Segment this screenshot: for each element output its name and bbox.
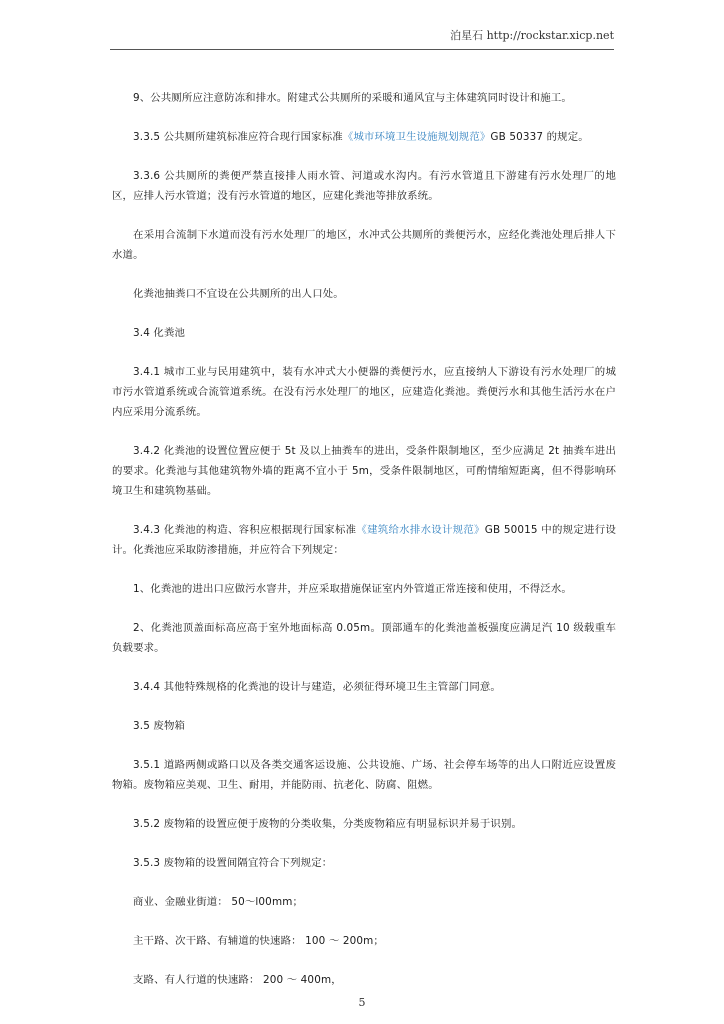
paragraph-3-3-5 bbox=[112, 127, 616, 147]
paragraph-3-5-1: 3.5.1 道路两侧或路口以及各类交通客运设施、公共设施、广场、社会停车场等的出人口附近应设置废物箱。废物箱应美观、卫生、耐用，并能防雨、抗老化、防腐、阻燃。 bbox=[112, 759, 616, 791]
header-site-text: 泊星石 http://rockstar.xicp.net bbox=[450, 29, 614, 42]
paragraph-3-4-4: 3.4.4 其他特殊规格的化粪池的设计与建造，必须征得环境卫生主管部门同意。 bbox=[133, 681, 501, 693]
paragraph-3-5-3: 3.5.3 废物箱的设置间隔宜符合下列规定： bbox=[133, 857, 333, 869]
paragraph-3-4-2: 3.4.2 化粪池的设置位置应便于 5t 及以上抽粪车的进出，受条件限制地区，至少应满足 2t 抽粪车进出的要求。化粪池与其他建筑物外墙的距离不宜小于 5m，受条件限制地区，可酌情缩短距离，但不得影响环境卫生和建筑物基础。 bbox=[112, 445, 616, 497]
section-heading-3-4: 3.4 化粪池 bbox=[133, 327, 186, 339]
paragraph-text: GB 50337 的规定。 bbox=[490, 131, 589, 143]
paragraph-combined-sewer: 在采用合流制下水道而没有污水处理厂的地区，水冲式公共厕所的粪便污水，应经化粪池处理后排人下水道。 bbox=[112, 229, 616, 261]
paragraph-septic-outlet: 化粪池抽粪口不宜设在公共厕所的出人口处。 bbox=[133, 288, 344, 300]
paragraph-text: 3.3.5 公共厕所建筑标准应符合现行国家标准 bbox=[133, 131, 343, 143]
paragraph-text: 3.4.3 化粪池的构造、容积应根据现行国家标准 bbox=[133, 524, 357, 536]
paragraph-3-5-2: 3.5.2 废物箱的设置应便于废物的分类收集，分类废物箱应有明显标识并易于识别。 bbox=[133, 818, 523, 830]
spacing-commercial-streets: 商业、金融业街道： 50～l00mm； bbox=[133, 896, 304, 908]
paragraph-3-3-6: 3.3.6 公共厕所的粪便严禁直接排人雨水管、河道或水沟内。有污水管道且下游建有污水处理厂的地区，应排人污水管道；没有污水管道的地区，应建化粪池等排放系统。 bbox=[112, 170, 616, 202]
spacing-main-roads: 主干路、次干路、有辅道的快速路： 100 ～ 200m； bbox=[133, 935, 384, 947]
section-heading-3-5: 3.5 废物箱 bbox=[133, 720, 186, 732]
spacing-branch-roads: 支路、有人行道的快速路： 200 ～ 400m， bbox=[133, 974, 342, 986]
list-item-2: 2、化粪池顶盖面标高应高于室外地面标高 0.05m。顶部通车的化粪池盖板强度应满足汽 10 级载重车负载要求。 bbox=[112, 622, 616, 654]
paragraph-3-4-3 bbox=[112, 520, 616, 560]
standard-reference-link[interactable]: 《城市环境卫生设施规划规范》 bbox=[342, 131, 491, 143]
document-body bbox=[112, 88, 616, 1009]
list-item-1: 1、化粪池的进出口应做污水窨井，并应采取措施保证室内外管道正常连接和使用，不得泛水。 bbox=[133, 583, 572, 595]
header-rule bbox=[110, 49, 614, 50]
paragraph-3-4-1: 3.4.1 城市工业与民用建筑中，装有水冲式大小便器的粪便污水，应直接纳人下游设有污水处理厂的城市污水管道系统或合流管道系统。在没有污水处理厂的地区，应建造化粪池。粪便污水和其他生活污水在户内应采用分流系统。 bbox=[112, 366, 616, 418]
page-number: 5 bbox=[358, 996, 366, 1009]
page-header bbox=[110, 18, 614, 50]
paragraph-toilet-drainage: 9、公共厕所应注意防冻和排水。附建式公共厕所的采暖和通风宜与主体建筑同时设计和施工。 bbox=[133, 92, 572, 104]
paragraph-text: GB 50015 中的规定进行设计。化粪池应采取防渗措施，并应符合下列规定： bbox=[112, 524, 616, 556]
standard-reference-link[interactable]: 《建筑给水排水设计规范》 bbox=[356, 524, 485, 536]
